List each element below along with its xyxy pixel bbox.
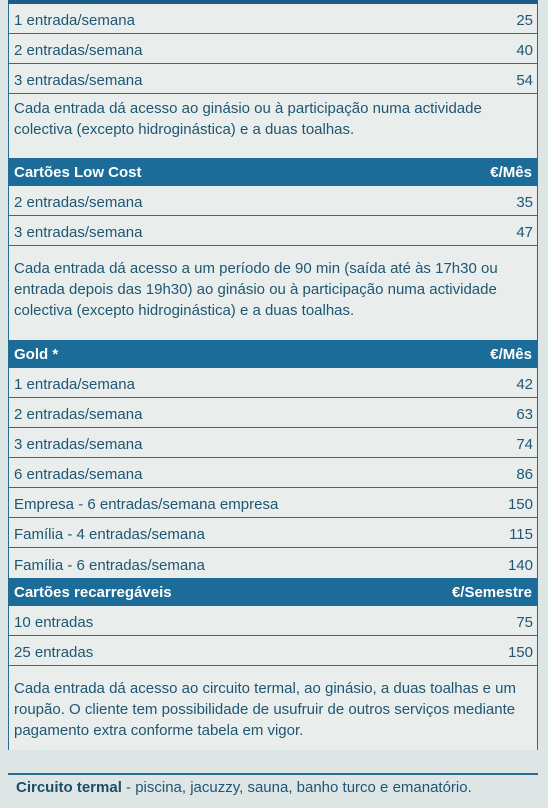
row-label: 3 entradas/semana bbox=[14, 224, 143, 241]
row-label: 1 entrada/semana bbox=[14, 376, 135, 393]
row-label: Empresa - 6 entradas/semana empresa bbox=[14, 496, 279, 513]
price-row bbox=[8, 34, 538, 64]
section-title: Cartões recarregáveis bbox=[14, 583, 172, 601]
section-header bbox=[8, 340, 538, 368]
footer-rule bbox=[8, 773, 538, 775]
price-row bbox=[8, 64, 538, 94]
row-label: 3 entradas/semana bbox=[14, 436, 143, 453]
section-note: Cada entrada dá acesso a um período de 90 min (saída até às 17h30 ou entrada depois das 19h30) ao ginásio ou à participação numa actividade colectiva (excepto hidroginástica) e a duas toalhas. bbox=[8, 246, 538, 340]
price-row bbox=[8, 548, 538, 578]
row-price: 40 bbox=[516, 42, 533, 59]
row-price: 42 bbox=[516, 376, 533, 393]
row-price: 150 bbox=[507, 496, 533, 513]
section-top bbox=[8, 4, 538, 158]
row-price: 75 bbox=[516, 614, 533, 631]
price-row bbox=[8, 636, 538, 666]
section-title: Cartões Low Cost bbox=[14, 163, 142, 181]
section-note: Cada entrada dá acesso ao circuito termal, ao ginásio, a duas toalhas e um roupão. O cliente tem possibilidade de usufruir de outros serviços mediante pagamento extra conforme tabela em vigor. bbox=[8, 666, 538, 750]
price-sheet bbox=[8, 0, 538, 750]
row-label: 3 entradas/semana bbox=[14, 72, 143, 89]
footer-bold: Circuito termal bbox=[16, 779, 122, 796]
row-price: 115 bbox=[509, 526, 533, 543]
row-price: 54 bbox=[516, 72, 533, 89]
row-price: 63 bbox=[516, 406, 533, 423]
footer-rest: - piscina, jacuzzy, sauna, banho turco e emanatório. bbox=[121, 779, 472, 796]
row-label: 2 entradas/semana bbox=[14, 194, 143, 211]
section-lowcost bbox=[8, 158, 538, 340]
row-label: 10 entradas bbox=[14, 614, 94, 631]
section-gold bbox=[8, 340, 538, 578]
price-row bbox=[8, 428, 538, 458]
row-price: 25 bbox=[516, 12, 533, 29]
price-row bbox=[8, 368, 538, 398]
row-price: 140 bbox=[507, 557, 533, 574]
row-label: 2 entradas/semana bbox=[14, 42, 143, 59]
row-price: 74 bbox=[516, 436, 533, 453]
price-row bbox=[8, 216, 538, 246]
footer-text bbox=[16, 779, 472, 796]
price-row bbox=[8, 518, 538, 548]
section-unit: €/Mês bbox=[490, 345, 532, 363]
section-unit: €/Mês bbox=[490, 163, 532, 181]
row-price: 35 bbox=[516, 194, 533, 211]
price-row bbox=[8, 458, 538, 488]
price-row bbox=[8, 4, 538, 34]
section-title: Gold * bbox=[14, 345, 59, 363]
row-label: 2 entradas/semana bbox=[14, 406, 143, 423]
row-label: 6 entradas/semana bbox=[14, 466, 143, 483]
section-unit: €/Semestre bbox=[451, 583, 532, 601]
price-row bbox=[8, 186, 538, 216]
section-header bbox=[8, 158, 538, 186]
section-note: Cada entrada dá acesso ao ginásio ou à participação numa actividade colectiva (excepto hidroginástica) e a duas toalhas. bbox=[8, 94, 538, 158]
section-header bbox=[8, 578, 538, 606]
price-row bbox=[8, 398, 538, 428]
row-price: 150 bbox=[507, 644, 533, 661]
row-label: Família - 4 entradas/semana bbox=[14, 526, 205, 543]
row-label: 25 entradas bbox=[14, 644, 94, 661]
row-label: 1 entrada/semana bbox=[14, 12, 135, 29]
row-price: 47 bbox=[516, 224, 533, 241]
price-row bbox=[8, 488, 538, 518]
row-price: 86 bbox=[516, 466, 533, 483]
row-label: Família - 6 entradas/semana bbox=[14, 557, 205, 574]
price-row bbox=[8, 606, 538, 636]
section-recarregaveis bbox=[8, 578, 538, 750]
